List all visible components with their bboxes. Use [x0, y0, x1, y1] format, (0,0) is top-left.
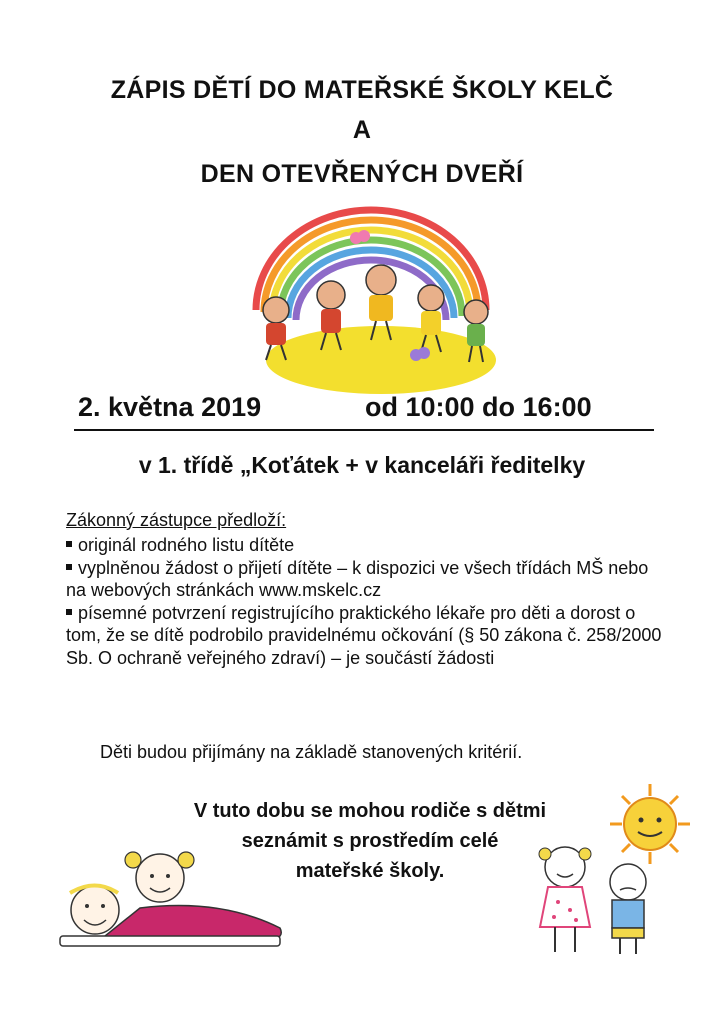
requirements-list [66, 534, 666, 669]
bullet-icon [66, 564, 72, 570]
title-line-3: DEN OTEVŘENÝCH DVEŘÍ [200, 160, 524, 188]
date-underline [74, 429, 654, 431]
rainbow-kids-illustration [236, 200, 506, 395]
bullet-icon [66, 541, 72, 547]
event-time: od 10:00 do 16:00 [365, 392, 592, 422]
list-item: originál rodného listu dítěte [66, 534, 666, 557]
requirements-heading: Zákonný zástupce předloží: [66, 510, 287, 530]
visit-line-2: seznámit s prostředím celé [241, 830, 499, 852]
list-item: písemné potvrzení registrujícího praktického lékaře pro děti a dorost o tom, že se dítě podrobilo pravidelnému očkování (§ 50 zákona č. 258/2000 Sb. O ochraně veřejného zdraví) – je součástí žádosti [66, 602, 662, 668]
visit-line-3: mateřské školy. [295, 860, 445, 882]
lying-children-illustration [40, 838, 290, 958]
bullet-icon [66, 609, 72, 615]
sun-and-children-illustration [520, 782, 705, 962]
event-date: 2. května 2019 [78, 392, 262, 422]
list-item: vyplněnou žádost o přijetí dítěte – k dispozici ve všech třídách MŠ nebo na webových stránkách www.mskelc.cz [66, 557, 649, 600]
event-place: v 1. třídě „Koťátek + v kanceláři ředitelky [138, 452, 586, 478]
visit-line-1: V tuto dobu se mohou rodiče s dětmi [193, 800, 547, 822]
title-line-1: ZÁPIS DĚTÍ DO MATEŘSKÉ ŠKOLY KELČ [110, 76, 614, 104]
criteria-note: Děti budou přijímány na základě stanovených kritérií. [100, 742, 523, 762]
title-line-2: A [352, 116, 372, 144]
